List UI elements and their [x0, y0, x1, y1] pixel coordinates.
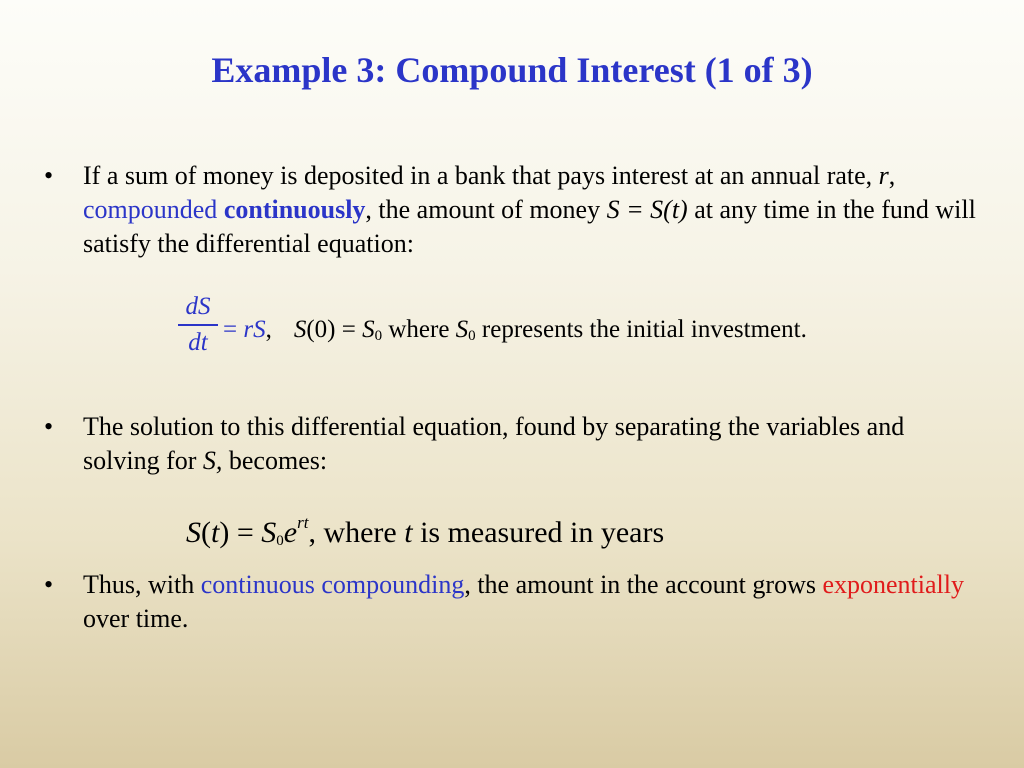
highlight-compounded: compounded [83, 195, 218, 224]
comma: , [265, 316, 272, 343]
subscript: 0 [276, 533, 284, 549]
paren-open: ( [201, 516, 211, 549]
highlight-exponentially: exponentially [822, 570, 964, 599]
where-text: , where [308, 516, 405, 549]
where-s: S [455, 316, 469, 343]
explanation-text: represents the initial investment. [475, 316, 807, 343]
solution-s0: S [261, 516, 277, 549]
solution-equation [186, 503, 664, 561]
text-segment: The solution to this differential equation, found by separating the variables and solving for [83, 412, 905, 475]
text-segment: , the amount of money [365, 195, 607, 224]
highlight-continuously: continuously [223, 195, 366, 224]
time-variable: t [404, 516, 413, 549]
initial-condition-arg: (0) = [306, 316, 363, 343]
fraction-bar [178, 324, 218, 326]
bullet-icon: • [44, 412, 54, 441]
subscript: 0 [468, 328, 476, 344]
text-segment: Thus, with [83, 570, 201, 599]
money-function: S = S(t) [606, 195, 688, 224]
euler-e: e [283, 516, 298, 549]
derivative-fraction [178, 292, 218, 358]
initial-condition-s: S [293, 316, 307, 343]
paren-close: ) = [219, 516, 262, 549]
bullet-item-2 [44, 410, 984, 478]
equals-sign: = [223, 316, 244, 343]
text-segment: becomes: [222, 446, 328, 475]
text-segment: , [888, 161, 896, 190]
explanation-text: is measured in years [412, 516, 665, 549]
initial-value-s: S [362, 316, 375, 343]
rate-variable: r [878, 161, 889, 190]
solution-s: S [186, 516, 201, 549]
solution-t: t [211, 516, 220, 549]
exponent: rt [297, 513, 309, 532]
bullet-icon: • [44, 161, 54, 190]
text-segment: If a sum of money is deposited in a bank that pays interest at an annual rate, [83, 161, 879, 190]
bullet-text [83, 410, 984, 478]
bullet-item-1 [44, 159, 984, 261]
solve-variable: S, [202, 446, 223, 475]
bullet-text [83, 159, 984, 261]
equation-rest [223, 315, 807, 351]
bullet-icon: • [44, 570, 54, 599]
slide-title: Example 3: Compound Interest (1 of 3) [211, 50, 813, 90]
fraction-denominator: dt [188, 328, 208, 356]
rhs-term: rS [243, 316, 266, 343]
bullet-item-3 [44, 568, 984, 636]
fraction-numerator: dS [185, 293, 211, 320]
bullet-text [83, 568, 984, 636]
text-segment: at any time in the fund will satisfy the differential equation: [83, 195, 976, 258]
where-text: where [382, 316, 456, 343]
text-segment: , the amount in the account grows [464, 570, 823, 599]
text-segment: over time. [83, 604, 189, 633]
subscript: 0 [374, 328, 383, 344]
highlight-continuous-compounding: continuous compounding [200, 570, 465, 599]
